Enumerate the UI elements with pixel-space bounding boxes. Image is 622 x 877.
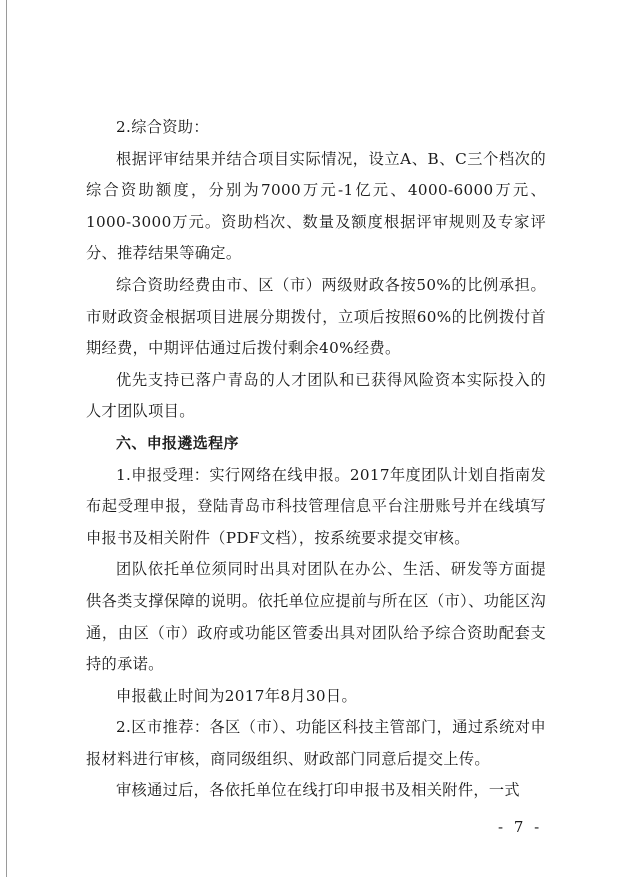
section-heading-application-procedure: 六、申报遴选程序 (116, 433, 239, 452)
paragraph-application-acceptance: 1.申报受理：实行网络在线申报。2017年度团队计划自指南发布起受理申报，登陆青岛市科技管理信息平台注册账号并在线填写申报书及相关附件（PDF文档），按系统要求提交审核。 (86, 465, 546, 547)
paragraph-funding-levels: 根据评审结果并结合项目实际情况，设立A、B、C三个档次的综合资助额度，分别为7000万元-1亿元、4000-6000万元、1000-3000万元。资助档次、数量及额度根据评审规则及专家评分、推荐结果等确定。 (86, 149, 546, 263)
paragraph-priority-support: 优先支持已落户青岛的人才团队和已获得风险资本实际投入的人才团队项目。 (86, 370, 546, 421)
scan-edge-line (6, 0, 7, 877)
paragraph-comprehensive-funding-title: 2.综合资助： (116, 118, 209, 136)
paragraph-district-recommendation: 2.区市推荐：各区（市）、功能区科技主管部门，通过系统对申报材料进行审核，商同级组织、财政部门同意后提交上传。 (86, 718, 546, 768)
page-number: - 7 - (498, 818, 543, 836)
paragraph-deadline: 申报截止时间为2017年8月30日。 (116, 686, 358, 705)
paragraph-funding-sharing: 综合资助经费由市、区（市）两级财政各按50%的比例承担。市财政资金根据项目进展分期拨付，立项后按照60%的比例拨付首期经费，中期评估通过后拨付剩余40%经费。 (86, 275, 546, 358)
body-text (86, 112, 546, 807)
paragraph-review-passed: 审核通过后，各依托单位在线打印申报书及相关附件，一式 (116, 781, 520, 800)
paragraph-support-statement: 团队依托单位须同时出具对团队在办公、生活、研发等方面提供各类支撑保障的说明。依托单位应提前与所在区（市）、功能区沟通，由区（市）政府或功能区管委出具对团队给予综合资助配套支持的承诺。 (86, 560, 546, 674)
